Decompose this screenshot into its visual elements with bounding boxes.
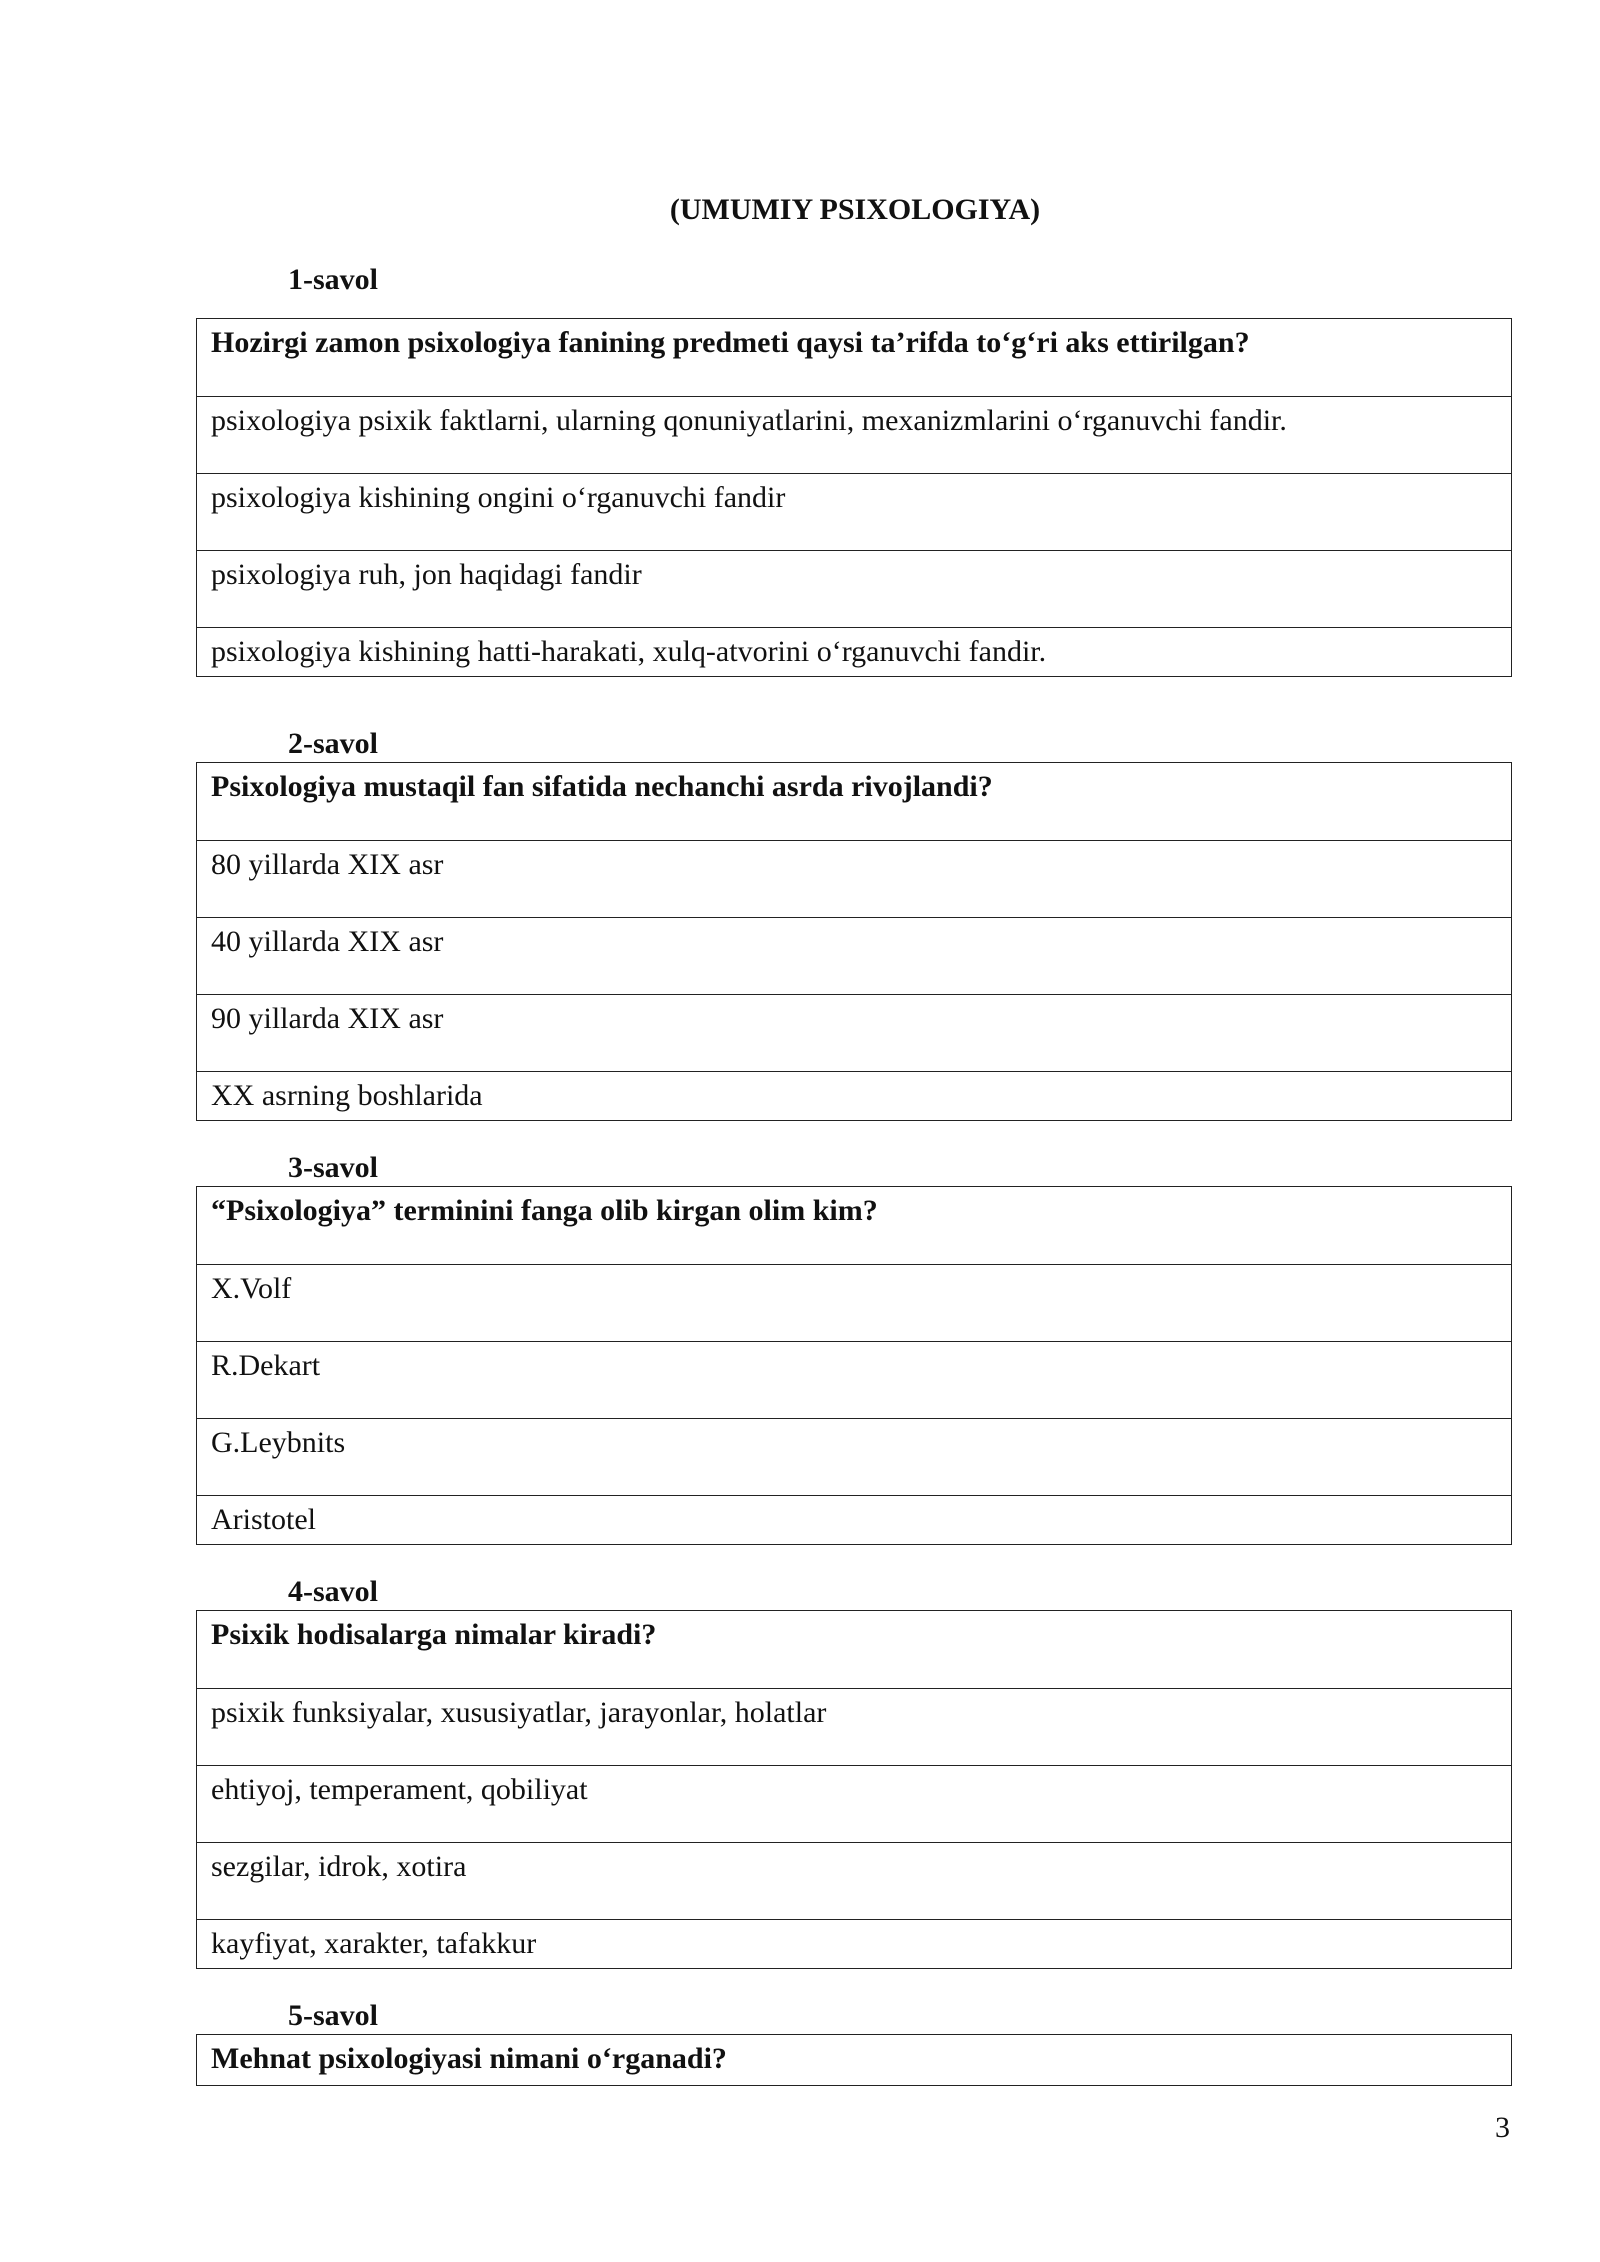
question-label: 1-savol — [288, 263, 378, 296]
answer-option: 40 yillarda XIX asr — [197, 917, 1511, 994]
answer-option: psixologiya kishining ongini o‘rganuvchi fandir — [197, 473, 1511, 550]
question-block-1 — [196, 262, 1512, 677]
question-label: 5-savol — [288, 1999, 378, 2032]
page-title: (UMUMIY PSIXOLOGIYA) — [669, 193, 1041, 226]
question-text: Psixologiya mustaqil fan sifatida nechanchi asrda rivojlandi? — [211, 770, 993, 803]
question-block-2 — [196, 726, 1512, 1121]
question-table — [196, 1610, 1512, 1969]
question-table — [196, 762, 1512, 1121]
question-label: 4-savol — [288, 1575, 378, 1608]
answer-option: R.Dekart — [197, 1341, 1511, 1418]
question-text: Psixik hodisalarga nimalar kiradi? — [211, 1618, 657, 1651]
question-table — [196, 1186, 1512, 1545]
answer-option: kayfiyat, xarakter, tafakkur — [197, 1919, 1511, 1968]
question-text: “Psixologiya” terminini fanga olib kirgan olim kim? — [211, 1194, 878, 1227]
answer-option: psixologiya kishining hatti-harakati, xulq-atvorini o‘rganuvchi fandir. — [197, 627, 1511, 676]
question-table — [196, 2034, 1512, 2086]
question-label: 3-savol — [288, 1151, 378, 1184]
answer-option: G.Leybnits — [197, 1418, 1511, 1495]
question-block-4 — [196, 1574, 1512, 1969]
answer-option: Aristotel — [197, 1495, 1511, 1544]
answer-option: XX asrning boshlarida — [197, 1071, 1511, 1120]
question-text: Hozirgi zamon psixologiya fanining predmeti qaysi ta’rifda to‘g‘ri aks ettirilgan? — [211, 326, 1250, 359]
question-table — [196, 318, 1512, 677]
answer-option: psixologiya ruh, jon haqidagi fandir — [197, 550, 1511, 627]
answer-option: 80 yillarda XIX asr — [197, 840, 1511, 917]
answer-option: ehtiyoj, temperament, qobiliyat — [197, 1765, 1511, 1842]
question-label: 2-savol — [288, 727, 378, 760]
question-block-3 — [196, 1150, 1512, 1545]
answer-option: psixik funksiyalar, xususiyatlar, jarayonlar, holatlar — [197, 1688, 1511, 1765]
question-text: Mehnat psixologiyasi nimani o‘rganadi? — [211, 2042, 727, 2075]
question-block-5 — [196, 1998, 1512, 2086]
answer-option: X.Volf — [197, 1264, 1511, 1341]
page-number: 3 — [1495, 2111, 1510, 2144]
answer-option: sezgilar, idrok, xotira — [197, 1842, 1511, 1919]
answer-option: psixologiya psixik faktlarni, ularning qonuniyatlarini, mexanizmlarini o‘rganuvchi fandir. — [197, 396, 1511, 473]
answer-option: 90 yillarda XIX asr — [197, 994, 1511, 1071]
